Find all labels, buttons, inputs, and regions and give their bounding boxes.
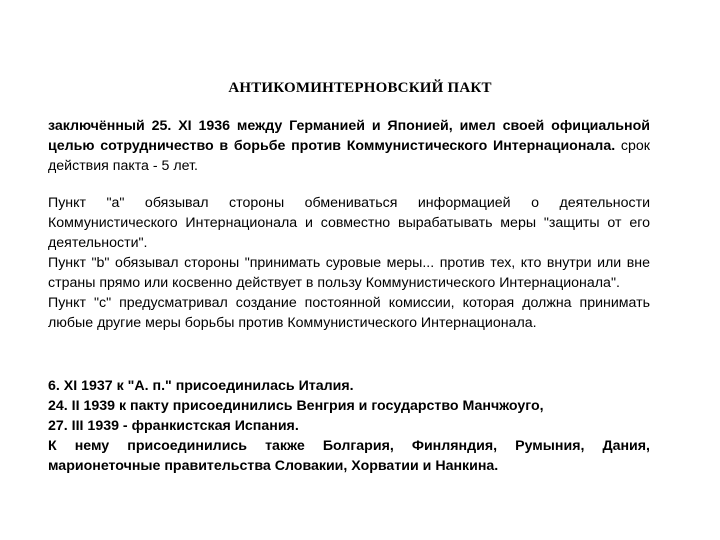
intro-bold-text: заключённый 25. XI 1936 между Германией и Японией, имел своей официальной целью сотрудничество в борьбе против Коммунистического Интернационала. [48, 118, 650, 154]
intro-normal-text: срок действия пакта - 5 лет. [48, 138, 650, 174]
point-b: Пункт "b" обязывал стороны "принимать суровые меры... против тех, кто внутри или вне страны прямо или косвенно действует в пользу Коммунистического Интернационала". [48, 255, 650, 291]
point-c: Пункт "с" предусматривал создание постоянной комиссии, которая должна принимать любые другие меры борьбы против Коммунистического Интернационала. [48, 295, 650, 331]
points-section [48, 193, 650, 333]
intro-text [48, 116, 650, 176]
event-spain: 27. III 1939 - франкистская Испания. [48, 418, 299, 434]
page-title: АНТИКОМИНТЕРНОВСКИЙ ПАКТ [228, 80, 492, 96]
event-hungary-manchukuo: 24. II 1939 к пакту присоединились Венгрия и государство Манчжоуго, [48, 398, 544, 414]
intro-paragraph [48, 116, 650, 176]
events-section [48, 376, 650, 476]
event-italy: 6. XI 1937 к "А. п." присоединилась Италия. [48, 378, 354, 394]
point-a: Пункт "а" обязывал стороны обмениваться информацией о деятельности Коммунистического Интернационала и совместно вырабатывать меры "защиты от его деятельности". [48, 195, 650, 251]
event-others: К нему присоединились также Болгария, Финляндия, Румыния, Дания, марионеточные правительства Словакии, Хорватии и Нанкина. [48, 438, 650, 474]
